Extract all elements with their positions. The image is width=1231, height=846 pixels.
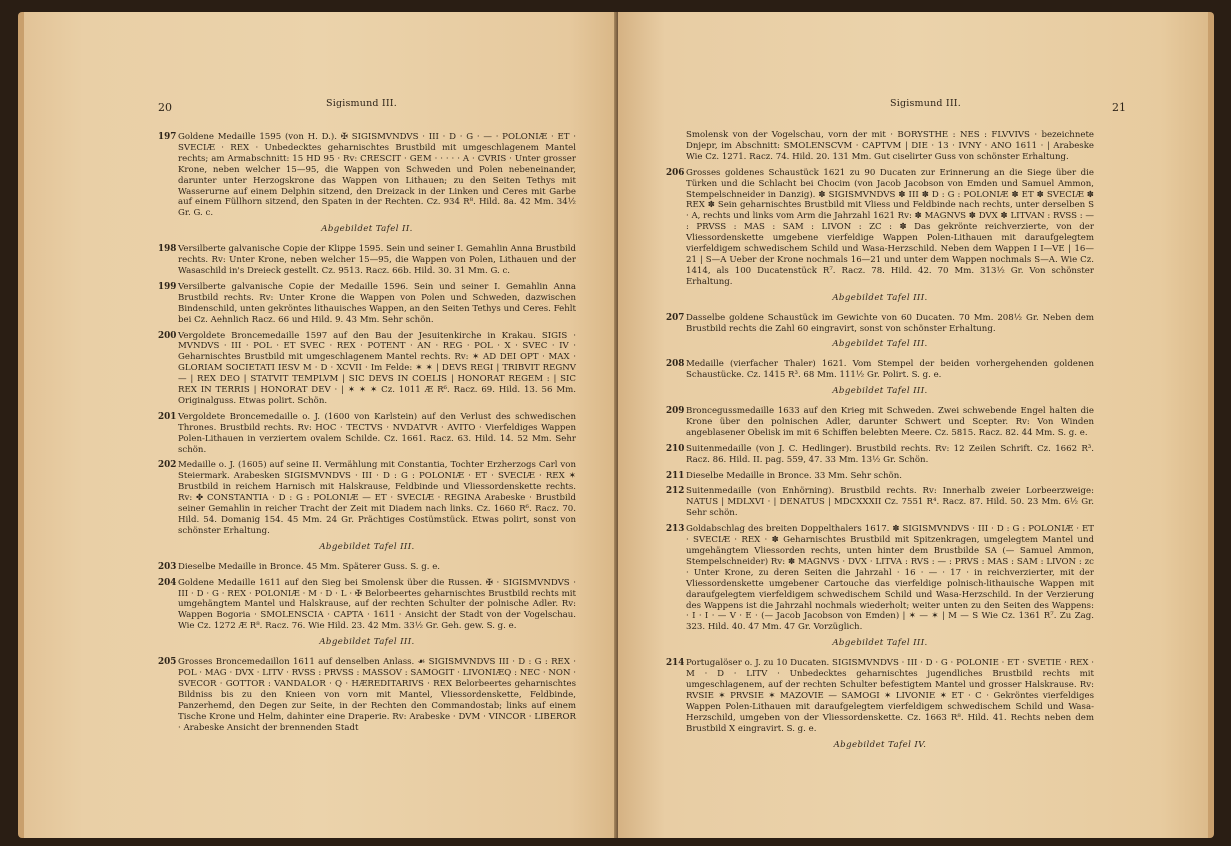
entry-text: Grosses goldenes Schaustück 1621 zu 90 Ducaten zur Erinnerung an die Siege über die Türken und die Schlacht bei Chocim (von Jacob Jacobson von Emden und Samuel Ammon, Stempelschneider in Danzig). ✽ SIGISMVNDVS ✽ III ✽ D : G : POLONIÆ ✽ ET ✽ SVECIÆ ✽ REX ✽ Sein geharnischtes Brustbild mit Vliess und Feldbinde nach rechts, unter derselben S · A, rechts und links vom Arm die Jahrzahl 1621 Rv: ✽ MAGNVS ✽ DVX ✽ LITVAN : RVSS : — : PRVSS : MAS : SAM : LIVON : ZC : ✽ Das gekrönte reichverzierte, von der Vliessordenskette umgebene vierfeldige Wappen Polen-Lithauen mit daraufgelegtem vierfeldigem schwedischem Schild und Wasa-Herzschild. Neben dem Wappen I I—VE | 16—21 | S—A Ueber der Krone nochmals 16—21 und unter dem Wappen nochmals S—A. Wie Cz. 1414, als 100 Ducatenstück R⁷. Racz. 78. Hild. 42. 70 Mm. 313½ Gr. Von schönster Erhaltung.: [686, 167, 1094, 287]
entry-number: 199: [158, 281, 177, 292]
entry-text: Goldabschlag des breiten Doppelthalers 1617. ✽ SIGISMVNDVS · III · D : G : POLONIÆ · ET · SVECIÆ · REX · ✽ Geharnischtes Brustbild mit Spitzenkragen, umgelegtem Mantel und umgehängtem Vliessorden rechts, unten hinter dem Brustbilde SA (— Samuel Ammon, Stempelschneider) Rv: ✽ MAGNVS · DVX · LITVA : RVS : — : PRVS : MAS : SAM : LIVON : zc · Unter Krone, zu deren Seiten die Jahrzahl · 16 · — · 17 · in reichverzierter, mit der Vliessordenskette umgebener Cartouche das vierfeldige polnisch-lithauische Wappen mit daraufgelegtem vierfeldigem schwedischem Schild und Wasa-Herzschild. In der Verzierung des Wappens ist die Jahrzahl nochmals wiederholt; weiter unten zu den Seiten des Wappens: · I · I · — V · E · (— Jacob Jacobson von Emden) | ✶ — ✶ | M — S Wie Cz. 1361 R⁷. Zu Zag. 323. Hild. 40. 47 Mm. 47 Gr. Vorzüglich.: [686, 524, 1094, 633]
entry-text: Dasselbe goldene Schaustück im Gewichte von 60 Ducaten. 70 Mm. 208½ Gr. Neben dem Brustbild rechts die Zahl 60 eingravirt, sonst von schönster Erhaltung.: [686, 312, 1094, 334]
plate-caption: Abgebildet Tafel III.: [832, 638, 928, 649]
entry-text: Medaille o. J. (1605) auf seine II. Vermählung mit Constantia, Tochter Erzherzogs Carl von Steiermark. Arabesken SIGISMVNDVS · III · D : G : POLONIÆ · ET · SVECIÆ · REX ✶ Brustbild in reichem Harnisch mit Halskrause, Feldbinde und Vliessordenskette rechts. Rv: ✤ CONSTANTIA · D : G : POLONIÆ — ET · SVECIÆ · REGINA Arabeske · Brustbild seiner Gemahlin in reicher Tracht der Zeit mit Diadem nach links. Cz. 1660 R⁶. Racz. 70. Hild. 54. Domanig 154. 45 Mm. 24 Gr. Prächtiges Costümstück. Etwas polirt, sonst von schönster Erhaltung.: [178, 460, 576, 536]
plate-caption: Abgebildet Tafel II.: [321, 224, 413, 235]
entry-number: 202: [158, 460, 177, 471]
catalog-entry-continuation: [666, 130, 1094, 163]
entry-number: 203: [158, 561, 177, 572]
entry-text: Goldene Medaille 1611 auf den Sieg bei Smolensk über die Russen. ✠ · SIGISMVNDVS · III · D · G · REX · POLONIÆ · M · D · L · ✠ Belorbeertes geharnischtes Brustbild rechts mit umgehängtem Mantel und Halskrause, auf der rechten Schulter der polnische Adler. Rv: Wappen Bogoria · SMOLENSCIA · CAPTA · 1611 · Ansicht der Stadt von der Vogelschau. Wie Cz. 1272 Æ R⁸. Racz. 76. Wie Hild. 23. 42 Mm. 33½ Gr. Geh. gew. S. g. e.: [178, 577, 576, 632]
catalog-entry: [158, 132, 576, 219]
plate-caption: Abgebildet Tafel III.: [832, 339, 928, 350]
entry-text: Smolensk von der Vogelschau, vorn der mit · BORYSTHE : NES : FLVVIVS · bezeichnete Dnjepr, im Abschnitt: SMOLENSCVM · CAPTVM | DIE · 13 · IVNY · ANO 1611 · | Arabeske Wie Cz. 1271. Racz. 74. Hild. 20. 131 Mm. Gut ciselirter Guss von schönster Erhaltung.: [686, 130, 1094, 162]
catalog-entry: [158, 282, 576, 326]
catalog-entry: [158, 578, 576, 633]
catalog-entry: [666, 471, 1094, 482]
plate-caption: Abgebildet Tafel III.: [832, 292, 928, 303]
entry-number: 200: [158, 330, 177, 341]
book-spread: [18, 12, 1214, 838]
entry-number: 204: [158, 577, 177, 588]
catalog-entry: [158, 244, 576, 277]
entry-number: 210: [666, 443, 685, 454]
plate-caption: Abgebildet Tafel III.: [319, 541, 415, 552]
catalog-entry: [666, 313, 1094, 335]
entry-number: 214: [666, 658, 685, 669]
entry-number: 212: [666, 486, 685, 497]
catalog-entry: [666, 486, 1094, 519]
entry-number: 206: [666, 167, 685, 178]
catalog-entry: [666, 444, 1094, 466]
catalog-entry: [666, 658, 1094, 734]
entry-text: Portugalöser o. J. zu 10 Ducaten. SIGISMVNDVS · III · D · G · POLONIE · ET · SVETIE · REX · M · D · LITV · Unbedecktes geharnischtes jugendliches Brustbild rechts mit umgeschlagenem, auf der rechten Schulter befestigtem Mantel und grosser Halskrause. Rv: RVSIE ✶ PRVSIE ✶ MAZOVIE — SAMOGI ✶ LIVONIE ✶ ET · C · Gekröntes vierfeldiges Wappen Polen-Lithauen mit daraufgelegtem vierfeldigem schwedischem Schild und Wasa-Herzschild, umgeben von der Vliessordenskette. Cz. 1663 R⁸. Hild. 41. Rechts neben dem Brustbild X eingravirt. S. g. e.: [686, 658, 1094, 734]
entry-text: Suitenmedaille (von J. C. Hedlinger). Brustbild rechts. Rv: 12 Zeilen Schrift. Cz. 1662 R³. Racz. 86. Hild. II. pag. 559, 47. 33 Mm. 13½ Gr. Schön.: [686, 443, 1094, 465]
entry-number: 207: [666, 312, 685, 323]
running-head: Sigismund III.: [326, 98, 397, 109]
right-page: [618, 12, 1208, 838]
entry-text: Vergoldete Broncemedaille o. J. (1600 von Karlstein) auf den Verlust des schwedischen Thrones. Brustbild rechts. Rv: HOC · TECTVS · NVDATVR · AVITO · Vierfeldiges Wappen Polen-Lithauen in verziertem ovalem Schilde. Cz. 1661. Racz. 63. Hild. 14. 52 Mm. Sehr schön.: [178, 411, 576, 455]
entry-number: 209: [666, 406, 685, 417]
left-column: [158, 132, 576, 738]
plate-caption: Abgebildet Tafel III.: [319, 637, 415, 648]
entry-text: Versilberte galvanische Copie der Medaille 1596. Sein und seiner I. Gemahlin Anna Brustbild rechts. Rv: Unter Krone die Wappen von Polen und Schweden, dazwischen Bindenschild, unten gekröntes lithauisches Wappen, an den Seiten Tethys und Ceres. Fehlt bei Cz. Aehnlich Racz. 66 und Hild. 9. 43 Mm. Sehr schön.: [178, 281, 576, 325]
entry-text: Dieselbe Medaille in Bronce. 33 Mm. Sehr schön.: [686, 470, 902, 481]
entry-number: 197: [158, 132, 177, 142]
entry-number: 211: [666, 470, 685, 481]
catalog-entry: [666, 524, 1094, 633]
catalog-entry: [158, 331, 576, 407]
right-column: [666, 130, 1094, 759]
entry-text: Broncegussmedaille 1633 auf den Krieg mit Schweden. Zwei schwebende Engel halten die Krone über den polnischen Adler, darunter Schwert und Scepter. Rv: Von Winden angeblasener Obelisk im mit 6 Schiffen belebten Meere. Cz. 5815. Racz. 82. 44 Mm. S. g. e.: [686, 406, 1094, 438]
entry-text: Vergoldete Broncemedaille 1597 auf den Bau der Jesuitenkirche in Krakau. SIGIS · MVNDVS · III · POL · ET SVEC · REX · POTENT · AN · REG · POL · X · SVEC · IV · Geharnischtes Brustbild mit umgeschlagenem Mantel rechts. Rv: ✶ AD DEI OPT · MAX · GLORIAM SOCIETATI IESV M · D · XCVII · Im Felde: ✶ ✶ | DEVS REGI | TRIBVIT REGNV— | REX DEO | STATVIT TEMPLVM | SIC DEVS IN COELIS | HONORAT REGEM : | SIC REX IN TERRIS | HONORAT DEV · | ✶ ✶ ✶ Cz. 1011 Æ R⁶. Racz. 69. Hild. 13. 56 Mm. Originalguss. Etwas polirt. Schön.: [178, 330, 576, 406]
catalog-entry: [158, 657, 576, 733]
entry-number: 201: [158, 411, 177, 422]
entry-number: 205: [158, 657, 177, 668]
entry-number: 213: [666, 524, 685, 535]
entry-number: 198: [158, 244, 177, 255]
catalog-entry: [158, 412, 576, 456]
running-head: Sigismund III.: [890, 98, 961, 109]
entry-text: Goldene Medaille 1595 (von H. D.). ✠ SIGISMVNDVS · III · D · G · — · POLONIÆ · ET · SVECIÆ · REX · Unbedecktes geharnischtes Brustbild mit umgeschlagenem Mantel rechts; am Armabschnitt: 15 HD 95 · Rv: CRESCIT · GEM · · · · · A · CVRIS · Unter grosser Krone, neben welcher 15—95, die Wappen von Schweden und Polen nebeneinander, darunter unter Herzogskrone das Wappen von Lithauen; zu den Seiten Tethys mit Wasserurne auf einem Delphin sitzend, den Dreizack in der Linken und Ceres mit Garbe auf einem Füllhorn sitzend, den Spaten in der Rechten. Cz. 934 R⁸. Hild. 8a. 42 Mm. 34½ Gr. G. c.: [178, 132, 576, 219]
left-page: [24, 12, 617, 838]
catalog-entry: [666, 406, 1094, 439]
catalog-entry: [666, 359, 1094, 381]
entry-text: Grosses Broncemedaillon 1611 auf denselben Anlass. ☙ SIGISMVNDVS III · D : G : REX · POL · MAG · DVX · LITV · RVSS : PRVSS : MASSOV : SAMOGIT · LIVONIÆQ : NEC · NON · SVECOR · GOTTOR : VANDALOR · Q · HÆREDITARIVS · REX Belorbeertes geharnischtes Bildniss bis zu den Knieen von vorn mit Mantel, Vliessordenskette, Feldbinde, Panzerhemd, den Degen zur Seite, in der Rechten den Commandostab; links auf einem Tische Krone und Helm, dahinter eine Draperie. Rv: Arabeske · DVM · VINCOR · LIBEROR · Arabeske Ansicht der brennenden Stadt: [178, 657, 576, 733]
catalog-entry: [158, 460, 576, 536]
plate-caption: Abgebildet Tafel IV.: [833, 739, 927, 750]
catalog-entry: [158, 562, 576, 573]
entry-text: Suitenmedaille (von Enhörning). Brustbild rechts. Rv: Innerhalb zweier Lorbeerzweige: NATUS | MDLXVI · | DENATUS | MDCXXXII Cz. 7551 R⁴. Racz. 87. Hild. 50. 23 Mm. 6½ Gr. Sehr schön.: [686, 486, 1094, 519]
catalog-entry: [666, 168, 1094, 288]
entry-number: 208: [666, 359, 685, 370]
page-number: 20: [158, 101, 172, 114]
entry-text: Dieselbe Medaille in Bronce. 45 Mm. Späterer Guss. S. g. e.: [178, 561, 441, 572]
entry-text: Medaille (vierfacher Thaler) 1621. Vom Stempel der beiden vorhergehenden goldenen Schaustücke. Cz. 1415 R³. 68 Mm. 111½ Gr. Polirt. S. g. e.: [686, 359, 1094, 381]
entry-text: Versilberte galvanische Copie der Klippe 1595. Sein und seiner I. Gemahlin Anna Brustbild rechts. Rv: Unter Krone, neben welcher 15—95, die Wappen von Polen, Lithauen und der Wasaschild in's Dreieck gestellt. Cz. 9513. Racz. 66b. Hild. 30. 31 Mm. G. c.: [178, 244, 576, 276]
plate-caption: Abgebildet Tafel III.: [832, 386, 928, 397]
page-number: 21: [1112, 101, 1126, 114]
